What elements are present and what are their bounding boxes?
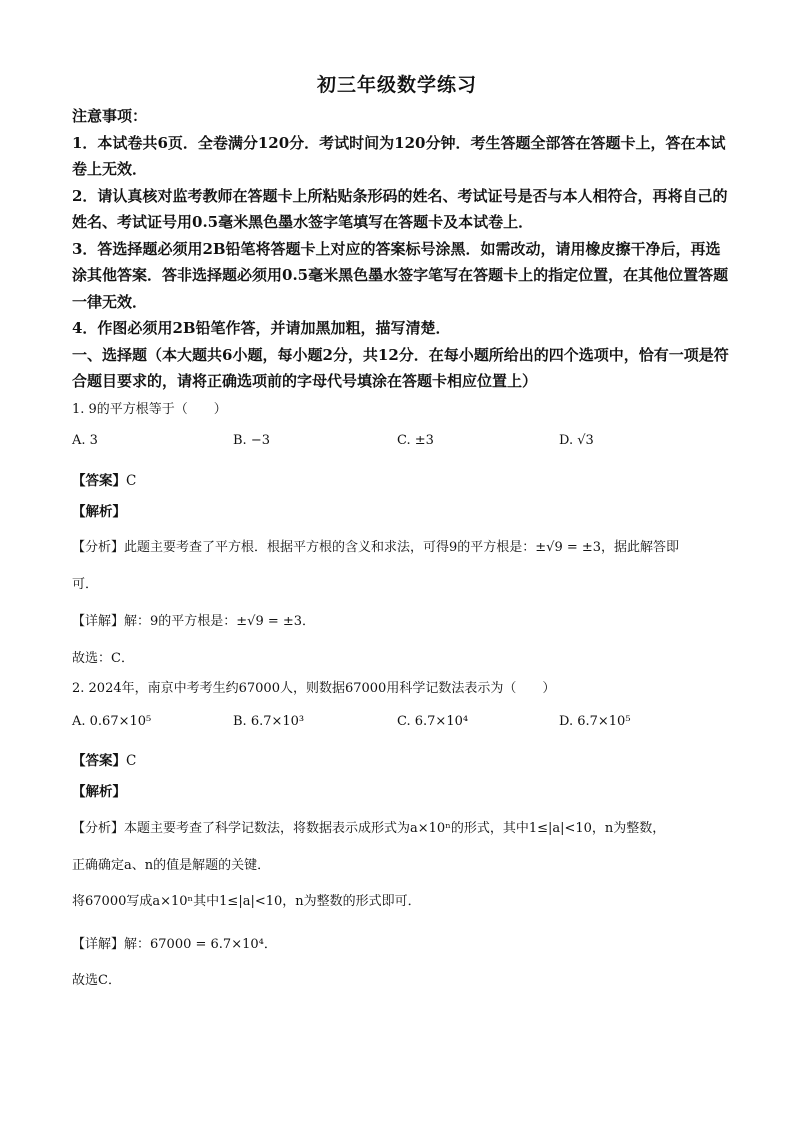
q2-conclusion: 故选C． xyxy=(72,973,121,988)
q1-detail-row xyxy=(72,610,315,629)
q2-analysis-line-1: 本题主要考查了科学记数法，将数据表示成形式为a×10ⁿ的形式，其中1≤|a|<10，n为整数， xyxy=(124,821,666,836)
question-2-stem: 2. 2024年，南京中考考生约67000人，则数据67000用科学记数法表示为（ ） xyxy=(72,681,556,696)
notice-item-4: 4．作图必须用2B铅笔作答，并请加黑加粗，描写清楚． xyxy=(72,319,451,337)
notice-item-2: 2．请认真核对监考教师在答题卡上所粘贴条形码的姓名、考试证号是否与本人相符合，再将自己的姓名、考试证号用0.5毫米黑色墨水签字笔填写在答题卡及本试卷上． xyxy=(72,186,728,231)
q2-detail-label: 【详解】 xyxy=(72,937,125,952)
q1-detail: 解：9的平方根是：±√9 = ±3． xyxy=(124,614,316,629)
q2-analysis-tag: 【解析】 xyxy=(72,784,126,800)
q1-analysis-line-1: 此题主要考查了平方根．根据平方根的含义和求法，可得9的平方根是：±√9 = ±3，据此解答即 xyxy=(124,540,680,555)
q2-option-b: B. 6.7×10³ xyxy=(233,714,305,729)
q2-answer: C xyxy=(126,753,137,769)
notice-heading: 注意事项： xyxy=(72,107,148,125)
q1-option-a: A. 3 xyxy=(72,433,98,448)
q2-answer-row xyxy=(72,749,136,769)
q1-detail-label: 【详解】 xyxy=(72,614,125,629)
q1-option-b: B. −3 xyxy=(233,433,270,448)
q1-answer-tag: 【答案】 xyxy=(72,473,126,489)
q1-option-d: D. √3 xyxy=(559,433,594,448)
q1-analysis-line-2: 可． xyxy=(72,577,99,592)
notice-item-3: 3．答选择题必须用2B铅笔将答题卡上对应的答案标号涂黑．如需改动，请用橡皮擦干净后，再选涂其他答案．答非选择题必须用0.5毫米黑色墨水签字笔写在答题卡上的指定位置，在其他位置答题一律无效． xyxy=(72,239,729,311)
q2-option-d: D. 6.7×10⁵ xyxy=(559,714,631,729)
q2-option-a: A. 0.67×10⁵ xyxy=(72,714,152,729)
q1-option-c: C. ±3 xyxy=(397,433,434,448)
q2-option-c: C. 6.7×10⁴ xyxy=(397,714,469,729)
q2-analysis-label: 【分析】 xyxy=(72,821,125,836)
q2-analysis-row xyxy=(72,817,665,836)
notice-block xyxy=(72,103,732,395)
q1-analysis-row xyxy=(72,536,679,555)
q1-conclusion: 故选：C． xyxy=(72,651,134,666)
q2-detail: 解：67000 = 6.7×10⁴． xyxy=(124,937,277,952)
q1-analysis-tag-row xyxy=(72,500,126,520)
q1-answer: C xyxy=(126,473,137,489)
section-heading: 一、选择题（本大题共6小题，每小题2分，共12分．在每小题所给出的四个选项中，恰有一项是符合题目要求的，请将正确选项前的字母代号填涂在答题卡相应位置上） xyxy=(72,345,729,390)
q2-answer-tag: 【答案】 xyxy=(72,753,126,769)
notice-item-1: 1．本试卷共6页．全卷满分120分．考试时间为120分钟．考生答题全部答在答题卡上，答在本试卷上无效． xyxy=(72,133,726,178)
q2-analysis-tag-row xyxy=(72,780,126,800)
q2-analysis-line-3: 将67000写成a×10ⁿ其中1≤|a|<10，n为整数的形式即可． xyxy=(72,894,421,909)
q2-detail-row xyxy=(72,933,277,952)
q2-analysis-line-2: 正确确定a、n的值是解题的关键． xyxy=(72,858,271,873)
page-title: 初三年级数学练习 xyxy=(316,74,477,96)
question-1-stem: 1. 9的平方根等于（ ） xyxy=(72,402,227,417)
q1-analysis-tag: 【解析】 xyxy=(72,504,126,520)
q1-answer-row xyxy=(72,469,136,489)
q1-analysis-label: 【分析】 xyxy=(72,540,125,555)
